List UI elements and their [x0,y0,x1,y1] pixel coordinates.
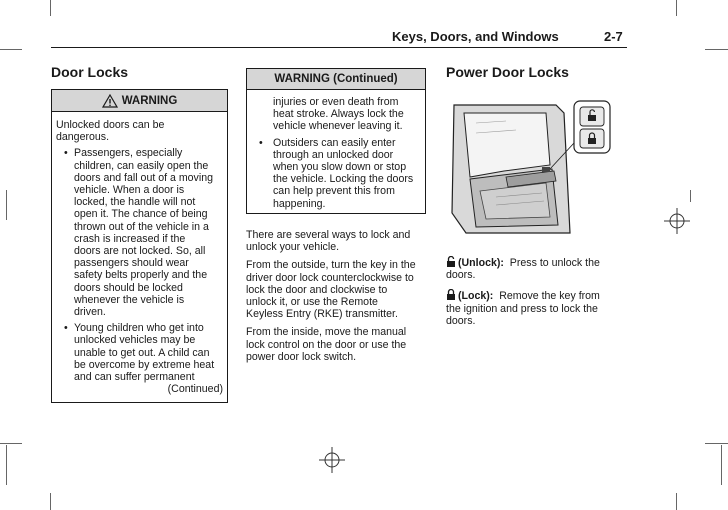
crop-mark [50,0,51,16]
page-number: 2-7 [604,29,623,44]
crop-mark [0,443,22,444]
warning-continued-label: WARNING (Continued) [274,73,398,85]
registration-mark-icon [664,208,690,234]
registration-mark-icon [319,447,345,473]
continued-label: (Continued) [167,383,223,396]
lock-line: (Lock): Remove the key from the ignition and press to lock the doors. [446,290,600,327]
crop-mark [6,445,7,485]
running-header-title: Keys, Doors, and Windows [392,29,559,44]
warning-box [51,89,228,403]
crop-mark [690,190,691,202]
crop-mark [705,49,728,50]
warning-header [247,69,425,90]
warning-box-continued [246,68,426,214]
unlock-description [446,256,618,335]
warning-header [52,90,227,112]
warning-bullet: • Outsiders can easily enter through an unlocked door when you slow down or stop the vehicle. Locking the doors can help prevent this from happening. [251,137,421,210]
body-paragraphs [246,229,431,369]
door-lock-switch-illustration [446,93,614,241]
crop-mark [676,493,677,510]
warning-triangle-icon [102,94,118,108]
crop-mark [705,443,728,444]
warning-label: WARNING [121,94,178,107]
body-paragraph: There are several ways to lock and unlock your vehicle. [246,229,411,254]
unlock-line: (Unlock): Press to unlock the doors. [446,257,600,282]
crop-mark [0,49,22,50]
unlock-padlock-icon [446,256,456,267]
crop-mark [676,0,677,16]
crop-mark [50,493,51,510]
crop-mark [6,190,7,220]
crop-mark [721,445,722,485]
body-paragraph: From the inside, move the manual lock control on the door or use the power door lock switch. [246,326,407,363]
section-title-power-door-locks: Power Door Locks [446,64,569,80]
warning-body [52,112,227,395]
warning-bullet: • Passengers, especially children, can easily open the doors and fall out of a moving vehicle. When a door is locked, the handle will not open it. The chance of being thrown out of the vehicle in a crash is increased if the doors are not locked. So, all passengers should wear safety belts properly and the doors should be locked whenever the vehicle is driven. [56,147,223,318]
warning-body [247,90,425,210]
lock-padlock-icon [446,289,456,300]
section-title-door-locks: Door Locks [51,64,129,80]
warning-continued-text: injuries or even death from heat stroke. Always lock the vehicle whenever leaving it. [273,96,404,133]
body-paragraph: From the outside, turn the key in the driver door lock counterclockwise to lock the door and clockwise to unlock it, or use the Remote Keyless Entry (RKE) transmitter. [246,259,416,321]
warning-bullet: • Young children who get into unlocked vehicles may be unable to get out. A child can be overcome by extreme heat and can suffer permanent [56,322,223,383]
header-rule [51,47,627,48]
warning-intro: Unlocked doors can be dangerous. [56,119,165,144]
